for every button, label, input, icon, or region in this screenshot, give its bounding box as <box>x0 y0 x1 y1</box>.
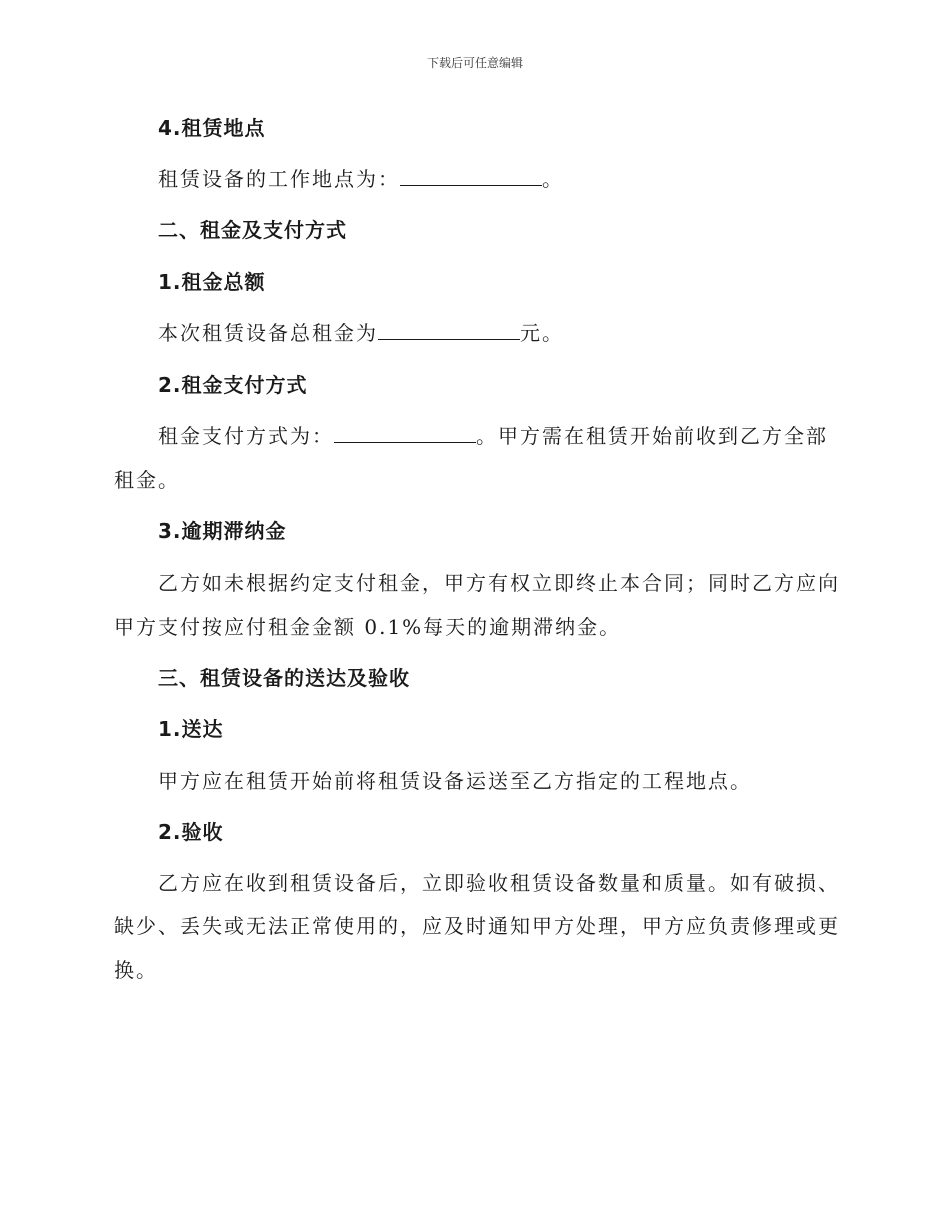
paragraph-late-fee-line2: 甲方支付按应付租金金额 0.1%每天的逾期滞纳金。 <box>114 615 622 639</box>
section-heading-delivery: 1.送达 <box>158 717 224 741</box>
paragraph-payment-method-line2: 租金。 <box>114 468 180 492</box>
section-heading-late-fee: 3.逾期滞纳金 <box>158 519 287 543</box>
location-blank <box>400 165 542 186</box>
payment-method-text-end: 。甲方需在租赁开始前收到乙方全部 <box>476 424 828 448</box>
paragraph-acceptance-line3: 换。 <box>114 958 158 982</box>
rent-total-text: 本次租赁设备总租金为 <box>158 321 378 345</box>
page-header: 下载后可任意编辑 <box>426 56 523 70</box>
section-heading-acceptance: 2.验收 <box>158 820 224 844</box>
paragraph-late-fee-line1: 乙方如未根据约定支付租金，甲方有权立即终止本合同；同时乙方应向 <box>158 571 840 595</box>
location-text-end: 。 <box>542 167 564 191</box>
rent-total-blank <box>378 319 520 340</box>
paragraph-delivery: 甲方应在租赁开始前将租赁设备运送至乙方指定的工程地点。 <box>158 769 752 793</box>
section-heading-rent-payment: 二、租金及支付方式 <box>158 218 347 242</box>
rent-total-text-end: 元。 <box>520 321 564 345</box>
location-text: 租赁设备的工作地点为： <box>158 167 400 191</box>
paragraph-payment-method <box>158 422 828 450</box>
section-heading-rent-total: 1.租金总额 <box>158 270 266 294</box>
section-heading-payment-method: 2.租金支付方式 <box>158 373 308 397</box>
paragraph-location <box>158 165 564 193</box>
paragraph-acceptance-line2: 缺少、丢失或无法正常使用的，应及时通知甲方处理，甲方应负责修理或更 <box>114 914 840 938</box>
payment-method-blank <box>334 422 476 443</box>
section-heading-delivery-acceptance: 三、租赁设备的送达及验收 <box>158 666 410 690</box>
paragraph-rent-total <box>158 319 564 347</box>
section-heading-location: 4.租赁地点 <box>158 116 266 140</box>
paragraph-acceptance-line1: 乙方应在收到租赁设备后，立即验收租赁设备数量和质量。如有破损、 <box>158 871 840 895</box>
payment-method-text: 租金支付方式为： <box>158 424 334 448</box>
